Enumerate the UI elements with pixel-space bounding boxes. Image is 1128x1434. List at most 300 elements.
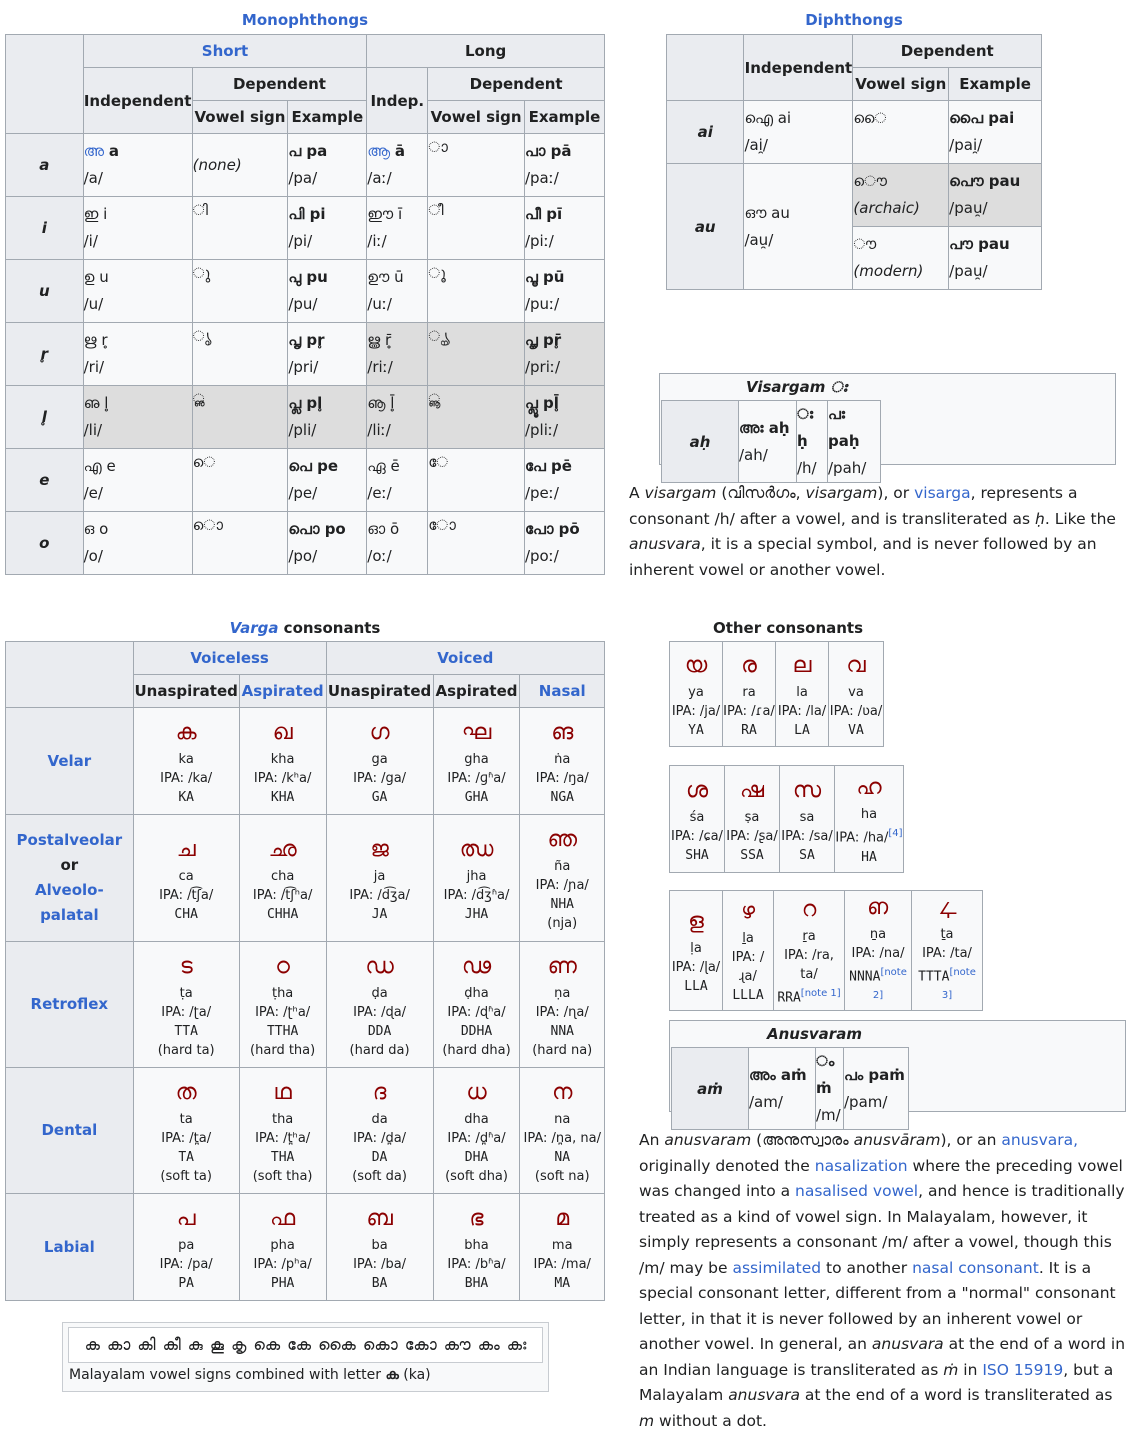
- code-value: NNNA: [849, 969, 881, 985]
- header-dependent-long: Dependent: [428, 68, 605, 101]
- cell-vowel-sign: [192, 449, 288, 512]
- ipa-text: IPA: /d̪a/: [353, 1130, 407, 1146]
- cell-sign-au-archaic: [853, 164, 949, 227]
- consonant-glyph[interactable]: ഩ: [867, 895, 889, 920]
- transliteration: ta: [179, 1111, 193, 1127]
- ipa-text: IPA: /ɡʱa/: [447, 770, 506, 786]
- cell-example: [288, 512, 367, 575]
- cell-example-long: [524, 260, 604, 323]
- consonant-glyph[interactable]: ഺ: [937, 895, 957, 920]
- place-label: Retroflex: [30, 995, 109, 1013]
- row-header: a: [6, 134, 84, 197]
- cell-top: പ pa: [288, 142, 328, 160]
- consonant-cell: [239, 1194, 326, 1301]
- anusvara-cell: [844, 1048, 909, 1130]
- text-italic: anusvaram: [664, 1131, 752, 1149]
- consonant-glyph[interactable]: ല: [792, 652, 812, 678]
- anusvaram-box: [669, 1020, 1126, 1124]
- table-row: [6, 1068, 605, 1194]
- place-label: Postalveolar: [16, 831, 123, 849]
- consonant-cell: [776, 642, 829, 747]
- cell-vowel-sign-long: [428, 197, 525, 260]
- note-text: (hard ta): [157, 1042, 215, 1058]
- ipa-text: /poː/: [524, 547, 559, 565]
- note-text: (nja): [547, 916, 578, 931]
- ipa-text: [725, 827, 779, 846]
- unicode-name: [912, 963, 982, 1010]
- text: originally denoted the: [639, 1156, 815, 1175]
- consonant-glyph[interactable]: ഫ: [270, 1205, 296, 1231]
- consonant-glyph[interactable]: ഡ: [365, 953, 394, 979]
- ipa-text: IPA: /ɲa/: [535, 878, 589, 893]
- other-consonants-table-3: [669, 890, 983, 1011]
- ipa-value: IPA: /ja/: [671, 703, 721, 719]
- consonant-glyph[interactable]: സ: [792, 777, 822, 803]
- cell-independent-long: [367, 449, 428, 512]
- consonant-glyph[interactable]: റ: [801, 897, 817, 923]
- code-value: HA: [861, 849, 877, 865]
- consonant-glyph[interactable]: ര: [741, 652, 757, 678]
- consonant-cell: [326, 1194, 433, 1301]
- cell-example-long: [524, 386, 604, 449]
- ipa-text: IPA: /t͡ʃʰa/: [252, 887, 313, 903]
- consonant-glyph[interactable]: വ: [846, 652, 866, 678]
- note-text: (archaic): [853, 199, 920, 217]
- cell-independent: [83, 197, 192, 260]
- table-row: [6, 942, 605, 1068]
- varga-link[interactable]: Varga: [229, 619, 279, 637]
- ipa-text: /pu/: [288, 295, 318, 313]
- consonant-cell: [670, 891, 723, 1011]
- unicode-name: TA: [178, 1149, 194, 1165]
- place-header[interactable]: [6, 815, 134, 942]
- ipa-text: IPA: /ka/: [160, 770, 213, 786]
- cell-vowel-sign: [192, 386, 288, 449]
- cell-top: പാ pā: [524, 142, 572, 160]
- vowel-text: ഔ au: [744, 203, 790, 222]
- ipa-text: /i/: [83, 232, 98, 250]
- place-label: Labial: [43, 1237, 95, 1256]
- cell-vowel-sign: [192, 260, 288, 323]
- consonant-cell: [239, 708, 326, 815]
- text: , it is a special symbol, and is never followed by an inherent vowel or another vowel.: [629, 535, 1097, 579]
- consonant-glyph[interactable]: ഴ: [740, 899, 756, 925]
- consonant-glyph[interactable]: ഠ: [275, 953, 290, 979]
- code-value: TTTA: [918, 969, 950, 985]
- ipa-text: IPA: /ŋa/: [535, 770, 589, 786]
- diphthongs-caption[interactable]: Diphthongs: [805, 11, 903, 29]
- transliteration: pa: [178, 1237, 195, 1253]
- ipa-text: /pau̯/: [949, 199, 988, 217]
- consonant-glyph[interactable]: ച: [176, 836, 196, 862]
- transliteration: bha: [464, 1237, 489, 1253]
- row-header: e: [6, 449, 84, 512]
- header-voiceless[interactable]: Voiceless: [133, 642, 326, 675]
- vowel-link[interactable]: ആ: [367, 142, 391, 160]
- consonant-glyph[interactable]: ഢ: [461, 953, 492, 979]
- caption-text: Malayalam vowel signs combined with letter: [69, 1367, 386, 1383]
- ipa-text: /u/: [83, 295, 104, 313]
- unicode-name: GHA: [464, 789, 489, 805]
- ipa-value: IPA: /ɾa/: [723, 703, 775, 719]
- place-header[interactable]: [6, 1068, 134, 1194]
- consonant-cell: [133, 815, 239, 942]
- consonant-glyph[interactable]: ള: [688, 908, 704, 934]
- ipa-text: [723, 948, 773, 986]
- consonant-cell: [133, 708, 239, 815]
- combo-letters: ക കാ കി കീ കു കൂ കൃ കെ കേ കൈ കൊ കോ കൗ കം കഃ: [68, 1327, 543, 1363]
- note-text: (hard da): [349, 1042, 410, 1058]
- visargam-title: Visargam ഃ: [746, 378, 847, 396]
- ipa-text: IPA: /ga/: [353, 770, 407, 786]
- consonant-glyph[interactable]: ഛ: [268, 836, 297, 862]
- text: at the end of a word in an Indian language is transliterated as: [639, 1335, 1126, 1379]
- text-italic: anusvara: [728, 1386, 800, 1404]
- vowel-sign-text: ൢ: [192, 390, 205, 408]
- consonant-cell: [835, 766, 904, 873]
- ipa-text: IPA: /n̪a, na/: [523, 1130, 601, 1146]
- note-text: (soft na): [534, 1168, 590, 1184]
- cell-top: ഏ ē: [367, 457, 400, 475]
- cell-independent-long: [367, 386, 428, 449]
- place-header[interactable]: [6, 942, 134, 1068]
- header-voiced[interactable]: Voiced: [326, 642, 604, 675]
- cell-top: പെ pe: [288, 457, 339, 475]
- consonant-cell: [845, 891, 912, 1011]
- ipa-value: IPA: /ʂa/: [726, 828, 778, 844]
- consonant-cell: [326, 942, 433, 1068]
- place-label: or: [60, 856, 79, 874]
- consonant-cell: [723, 891, 774, 1011]
- code-value: YA: [688, 722, 704, 738]
- consonant-glyph[interactable]: ഥ: [273, 1079, 292, 1105]
- unicode-name: NA: [554, 1149, 571, 1165]
- cell-top: പേ pē: [524, 457, 572, 475]
- consonant-glyph[interactable]: ത: [175, 1079, 197, 1105]
- header-nasal[interactable]: Nasal: [520, 675, 605, 708]
- ipa-text: /oː/: [367, 547, 392, 565]
- unicode-name: [725, 846, 779, 865]
- ipa-text: /pe/: [288, 484, 318, 502]
- link-iso-15919[interactable]: ISO 15919: [982, 1360, 1064, 1379]
- cell-sign-au-modern: [853, 227, 949, 290]
- header-aspirated: Aspirated: [433, 675, 520, 708]
- other-consonants-table-2: [669, 765, 904, 873]
- transliteration: kha: [270, 751, 295, 767]
- header-example: Example: [288, 101, 367, 134]
- ipa-value: IPA: /ha/: [835, 830, 889, 846]
- ipa-text: [670, 702, 722, 721]
- consonant-cell: [433, 1194, 520, 1301]
- note-text: (modern): [853, 262, 924, 280]
- row-header: r̥: [6, 323, 84, 386]
- transliteration: la: [796, 684, 808, 700]
- header-vowel-sign: Vowel sign: [853, 68, 949, 101]
- corner-cell: [6, 35, 84, 134]
- transliteration: ṉa: [869, 927, 887, 942]
- cell-example: [288, 449, 367, 512]
- consonant-cell: [239, 815, 326, 942]
- cell-top: പ്ല pl̥: [288, 394, 323, 412]
- vowel-text: ഐ ai: [744, 109, 792, 127]
- cell-example: [288, 134, 367, 197]
- code-value: LLLA: [732, 988, 764, 1004]
- transliteration: ṟa: [802, 929, 816, 945]
- link-anusvara[interactable]: anusvara,: [1001, 1131, 1079, 1149]
- consonant-glyph[interactable]: ന: [552, 1079, 573, 1105]
- consonant-glyph[interactable]: പ: [176, 1205, 196, 1231]
- code-value: RA: [741, 722, 757, 738]
- cell-top: പു pu: [288, 268, 328, 286]
- text-italic: anusvāram: [853, 1131, 941, 1149]
- vowel-sign-text: ൈ: [853, 109, 887, 127]
- unicode-name: [723, 986, 773, 1005]
- consonant-glyph[interactable]: ണ: [547, 953, 577, 979]
- consonant-glyph[interactable]: ഷ: [739, 777, 765, 803]
- cell-vowel-sign: [192, 323, 288, 386]
- table-row: [6, 708, 605, 815]
- consonant-cell: [326, 815, 433, 942]
- cell-example: [288, 260, 367, 323]
- consonant-glyph[interactable]: ജ: [370, 836, 389, 862]
- consonant-cell: [133, 1194, 239, 1301]
- cell-top: ൡ l̥̄: [367, 394, 395, 412]
- unicode-name: NNA: [550, 1023, 574, 1039]
- cell-independent: [83, 449, 192, 512]
- header-aspirated[interactable]: Aspirated: [239, 675, 326, 708]
- footnote-ref[interactable]: [note 3]: [941, 967, 976, 1002]
- ipa-text: /puː/: [524, 295, 560, 313]
- place-header[interactable]: [6, 1194, 134, 1301]
- consonant-glyph[interactable]: ദ: [372, 1079, 387, 1105]
- ipa-text: IPA: /ʈa/: [161, 1004, 212, 1020]
- vowel-sign-text: ൣ: [428, 390, 441, 408]
- consonant-glyph[interactable]: മ: [555, 1205, 570, 1231]
- ipa-text: IPA: /ba/: [353, 1256, 407, 1272]
- unicode-name: BHA: [464, 1275, 489, 1291]
- ipa-text: IPA: /t̪a/: [161, 1130, 212, 1146]
- ipa-text: /pri/: [288, 358, 319, 376]
- consonant-cell: [520, 815, 605, 942]
- place-header[interactable]: [6, 708, 134, 815]
- transliteration: pha: [270, 1237, 295, 1253]
- text: (അനുസ്വാരം: [751, 1131, 854, 1149]
- link-assimilated[interactable]: assimilated: [732, 1258, 822, 1277]
- monophthongs-caption[interactable]: Monophthongs: [241, 11, 369, 29]
- code-value: SHA: [685, 847, 709, 863]
- vowel-sign-text: ൊ: [192, 516, 223, 534]
- text-italic: visargam: [644, 484, 717, 502]
- consonant-glyph[interactable]: ബ: [366, 1205, 393, 1231]
- cell-example-au-modern: [949, 227, 1042, 290]
- ipa-text: [776, 702, 828, 721]
- vowel-sign-text: (none): [192, 155, 242, 174]
- ipa-value: IPA: /ɭa/: [671, 959, 721, 975]
- ipa-text: IPA: /pʰa/: [253, 1256, 312, 1272]
- unicode-name: [780, 846, 834, 865]
- consonant-glyph[interactable]: ഭ: [469, 1205, 484, 1231]
- link-nasalised-vowel[interactable]: nasalised vowel: [795, 1182, 919, 1200]
- transliteration: dha: [464, 1111, 489, 1127]
- table-row: [6, 260, 605, 323]
- cell-example-long: [524, 449, 604, 512]
- ipa-value: IPA: /ta/: [922, 946, 972, 961]
- consonant-glyph[interactable]: ധ: [466, 1079, 487, 1105]
- cell-independent: [83, 260, 192, 323]
- cell-top: പം paṁ: [844, 1065, 905, 1084]
- anusvaram-paragraph: [639, 1128, 1126, 1434]
- vowel-link[interactable]: അ: [83, 142, 105, 160]
- note-text: (soft da): [352, 1168, 407, 1184]
- ipa-text: /po/: [288, 547, 318, 565]
- code-value: SA: [799, 847, 815, 863]
- cell-independent: [83, 134, 192, 197]
- table-row: [6, 512, 605, 575]
- footnote-ref[interactable]: [note 1]: [800, 988, 841, 1000]
- cell-example-ai: [949, 101, 1042, 164]
- consonant-glyph[interactable]: ട: [179, 953, 193, 979]
- consonant-glyph[interactable]: ഝ: [459, 836, 494, 862]
- code-value: LA: [794, 722, 810, 738]
- note-text: (hard dha): [442, 1042, 511, 1058]
- example-text: പൈ pai: [949, 109, 1015, 127]
- cell-top: ഌ l̥: [83, 394, 109, 412]
- row-header: o: [6, 512, 84, 575]
- cell-top: ഉ u: [83, 268, 109, 286]
- table-row: [6, 134, 605, 197]
- footnote-ref[interactable]: [4]: [888, 828, 903, 840]
- link-nasalization[interactable]: nasalization: [814, 1156, 908, 1175]
- text-italic: ḥ: [1035, 509, 1045, 528]
- code-value: LLA: [684, 978, 708, 994]
- consonant-cell: [912, 891, 983, 1011]
- unicode-name: GA: [371, 789, 388, 805]
- cell-top: എ e: [83, 457, 116, 475]
- unicode-name: DDHA: [460, 1023, 493, 1039]
- text-italic: anusvara: [871, 1335, 944, 1353]
- cell-top: പൂ pū: [524, 268, 565, 286]
- consonant-cell: [239, 942, 326, 1068]
- cell-vowel-sign: [192, 197, 288, 260]
- unicode-name: TTHA: [266, 1023, 299, 1039]
- header-unaspirated: Unaspirated: [326, 675, 433, 708]
- transliteration: ha: [860, 807, 878, 823]
- link-visarga[interactable]: visarga: [914, 484, 971, 502]
- vowel-latin: a: [108, 142, 119, 160]
- other-consonants-table-1: [669, 641, 884, 747]
- transliteration: da: [371, 1111, 388, 1127]
- transliteration: ba: [371, 1237, 388, 1253]
- vowel-sign-text: ൃ: [192, 327, 212, 345]
- consonant-glyph[interactable]: യ: [684, 652, 708, 678]
- transliteration: sa: [799, 809, 815, 825]
- consonant-glyph[interactable]: ഘ: [461, 719, 492, 745]
- corner-cell: [667, 35, 744, 101]
- header-short[interactable]: Short: [83, 35, 367, 68]
- code-value: SSA: [740, 847, 764, 863]
- cell-bottom: /ah/: [739, 445, 768, 464]
- table-row: [6, 449, 605, 512]
- cell-vowel-sign-long: [428, 323, 525, 386]
- cell-example: [288, 197, 367, 260]
- vowel-sign-text: ീ: [428, 201, 444, 219]
- consonant-cell: [133, 942, 239, 1068]
- link-nasal-consonant[interactable]: nasal consonant: [912, 1258, 1039, 1277]
- transliteration: ma: [551, 1237, 573, 1253]
- unicode-name: [774, 984, 844, 1007]
- consonant-cell: [433, 815, 520, 942]
- cell-sign-ai: [853, 101, 949, 164]
- cell-top: ഈ ī: [367, 205, 403, 223]
- consonant-glyph[interactable]: ഞ: [547, 827, 577, 852]
- cell-independent-long: [367, 197, 428, 260]
- consonant-cell: [520, 1194, 605, 1301]
- transliteration: tha: [271, 1111, 294, 1127]
- consonant-glyph[interactable]: ഖ: [272, 719, 293, 745]
- text: , represents a consonant /h/ after a vowel, and is transliterated as: [629, 484, 1078, 528]
- ipa-text: /iː/: [367, 232, 387, 250]
- cell-top: അഃ aḥ: [739, 418, 790, 437]
- text-italic: anusvara: [629, 535, 701, 553]
- ipa-text: /uː/: [367, 295, 392, 313]
- cell-independent: [83, 386, 192, 449]
- transliteration: ḻa: [742, 931, 754, 947]
- footnote-ref[interactable]: [note 2]: [872, 967, 907, 1002]
- other-consonants-caption: Other consonants: [712, 619, 864, 637]
- ipa-text: IPA: /ɖa/: [353, 1004, 407, 1020]
- ipa-text: /pai̯/: [949, 136, 983, 154]
- cell-independent-long: [367, 512, 428, 575]
- unicode-name: NHA: [550, 897, 574, 912]
- transliteration: gha: [464, 751, 489, 767]
- ipa-text: IPA: /t̪ʰa/: [255, 1130, 311, 1146]
- unicode-name: [670, 846, 724, 865]
- text: , and hence is traditionally treated as a kind of vowel sign. In Malayalam, however, it simply represents a consonant /m/ after a vowel, though this /m/ may be: [639, 1182, 1125, 1277]
- code-value: RRA: [777, 990, 801, 1006]
- consonant-glyph[interactable]: ഹ: [856, 775, 882, 801]
- note-text: (soft tha): [252, 1168, 313, 1184]
- ipa-value: IPA: /ra, ta/: [784, 948, 834, 983]
- transliteration: ja: [373, 868, 386, 884]
- cell-top: ഊ ū: [367, 268, 404, 286]
- text: ), or: [877, 484, 915, 502]
- cell-top: പി pi: [288, 205, 326, 223]
- header-dependent: Dependent: [192, 68, 367, 101]
- cell-top: ഒ o: [83, 520, 109, 538]
- unicode-name: [845, 963, 911, 1010]
- cell-independent-long: [367, 134, 428, 197]
- note-text: (hard na): [532, 1042, 593, 1058]
- visargam-table: [661, 400, 881, 483]
- row-header: l̥: [6, 386, 84, 449]
- consonant-glyph[interactable]: ഗ: [369, 719, 390, 745]
- unicode-name: MA: [554, 1275, 571, 1291]
- consonant-glyph[interactable]: ശ: [685, 777, 709, 803]
- consonant-glyph[interactable]: ക: [175, 719, 197, 745]
- consonant-glyph[interactable]: ങ: [551, 719, 574, 745]
- cell-top: പൃ pr̥: [288, 331, 325, 349]
- cell-vowel-sign-long: [428, 512, 525, 575]
- unicode-name: [829, 721, 883, 740]
- place-label: Dental: [41, 1121, 98, 1139]
- vowel-sign-text: ൂ: [428, 264, 446, 282]
- text: , but a Malayalam: [639, 1360, 1114, 1404]
- cell-example: [288, 386, 367, 449]
- transliteration: ḍha: [464, 985, 489, 1001]
- consonant-cell: [723, 642, 776, 747]
- transliteration: ṭha: [271, 985, 294, 1001]
- corner-cell: [6, 642, 134, 708]
